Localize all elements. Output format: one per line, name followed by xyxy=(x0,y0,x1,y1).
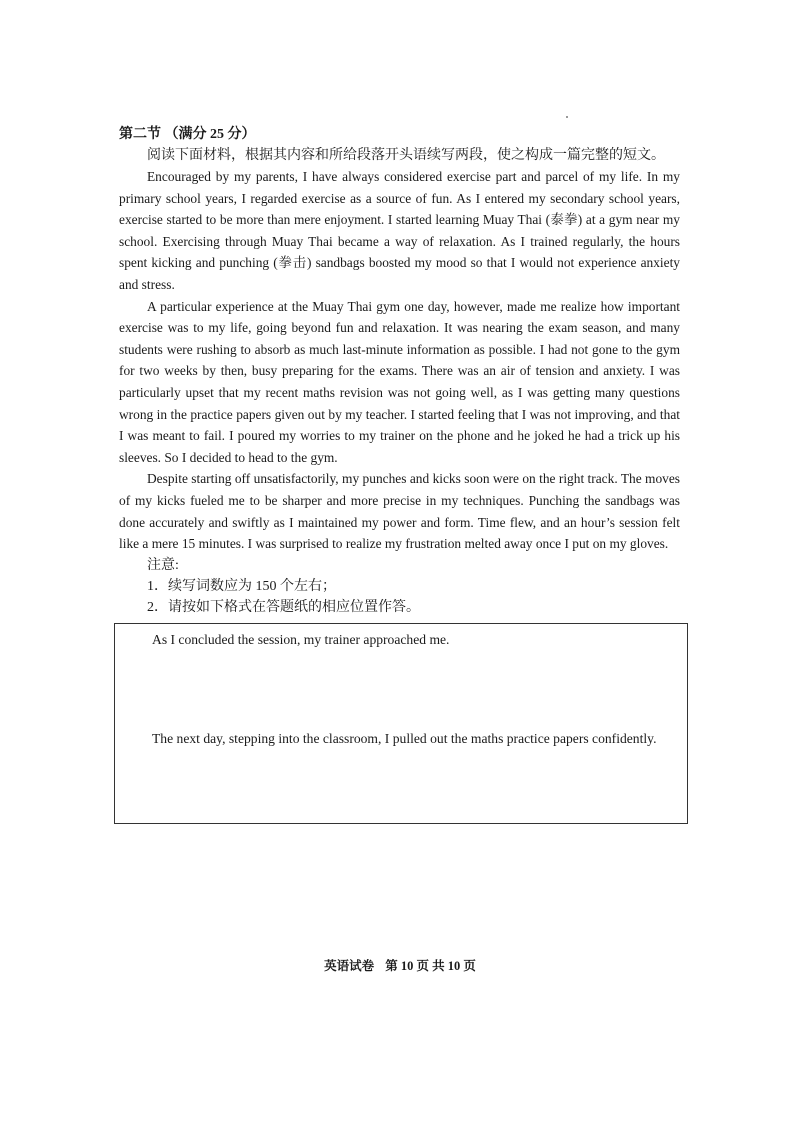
notes-title: 注意: xyxy=(147,557,179,573)
footer-page-number: 第 10 页 共 10 页 xyxy=(385,959,476,973)
note-item-1: 1．续写词数应为 150 个左右； xyxy=(147,578,336,594)
page-footer xyxy=(0,958,800,974)
passage-paragraph-2: A particular experience at the Muay Thai gym one day, however, made me realize how important exercise was to my life, going beyond fun and relaxation. It was nearing the exam season, and many students were rushing to absorb as much last-minute information as possible. I had not gone to the gym for two weeks by then, busy preparing for the exams. There was an air of tension and anxiety. I was particularly upset that my recent maths revision was not going well, as I was getting many questions wrong in the practice papers given out by my teacher. I started feeling that I was not improving, and that I was meant to fail. I poured my worries to my trainer on the phone and he joked he had a trick up his sleeves. So I decided to head to the gym. xyxy=(119,298,680,465)
exam-section xyxy=(119,124,680,618)
section-instruction: 阅读下面材料，根据其内容和所给段落开头语续写两段，使之构成一篇完整的短文。 xyxy=(147,148,665,163)
lead-sentence-2: The next day, stepping into the classroom, I pulled out the maths practice papers confidently. xyxy=(152,731,657,746)
lead-sentence-1: As I concluded the session, my trainer approached me. xyxy=(152,632,450,647)
passage-paragraph-3: Despite starting off unsatisfactorily, my punches and kicks soon were on the right track. The moves of my kicks fueled me to be sharper and more precise in my techniques. Punching the sandbags was done accurately and swiftly as I maintained my power and form. Time flew, and an hour’s session felt like a mere 15 minutes. I was surprised to realize my frustration melted away once I put on my gloves. xyxy=(119,471,680,552)
note-item-2: 2．请按如下格式在答题纸的相应位置作答。 xyxy=(147,599,420,615)
scan-speck xyxy=(566,116,568,118)
answer-box xyxy=(114,623,688,824)
passage-paragraph-1: Encouraged by my parents, I have always considered exercise part and parcel of my life. In my primary school years, I regarded exercise as a source of fun. As I entered my secondary school years, exercise started to be more than mere enjoyment. I started learning Muay Thai (泰拳) at a gym near my school. Exercising through Muay Thai became a way of relaxation. As I trained regularly, the hours spent kicking and punching (拳击) sandbags boosted my mood so that I would not experience anxiety and stress. xyxy=(119,169,680,292)
footer-subject: 英语试卷 xyxy=(324,959,375,973)
section-title: 第二节 （满分 25 分） xyxy=(119,127,256,142)
